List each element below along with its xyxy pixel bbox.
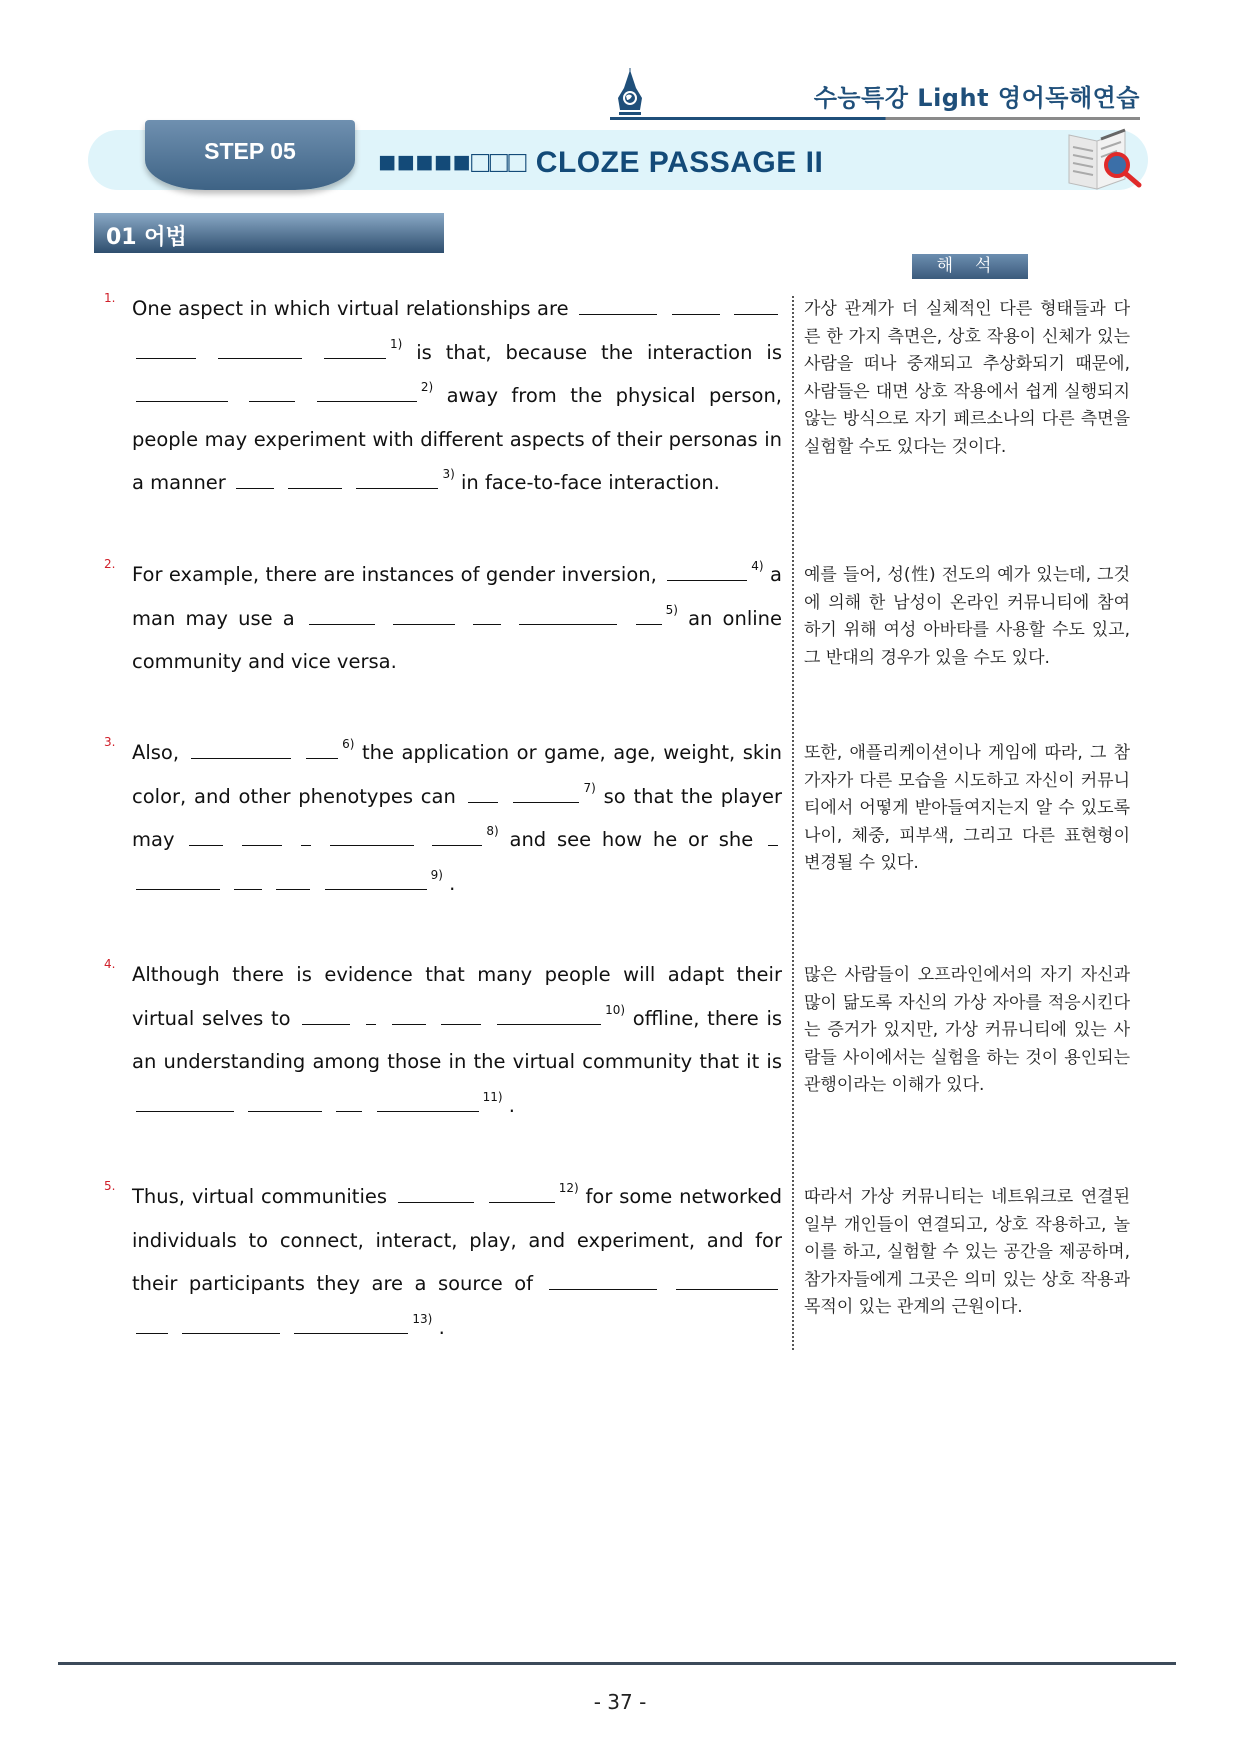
answer-blank[interactable] xyxy=(306,739,338,760)
book-title-header xyxy=(610,68,1140,120)
page-number: - 37 - xyxy=(593,1690,647,1714)
answer-blank[interactable] xyxy=(324,338,386,359)
answer-blank[interactable] xyxy=(234,869,262,890)
question-2 xyxy=(104,553,783,684)
question-1 xyxy=(104,287,783,505)
answer-blank[interactable] xyxy=(513,782,579,803)
answer-blank[interactable] xyxy=(497,1004,601,1025)
answer-blank[interactable] xyxy=(356,469,438,490)
translation-5: 따라서 가상 커뮤니티는 네트워크로 연결된 일부 개인들이 연결되고, 상호 작용하고, 놀이를 하고, 실험할 수 있는 공간을 제공하며, 참가자들에게 그곳은 의미 있는 상호 작용과 목적이 있는 관계의 근원이다. xyxy=(804,1187,1130,1317)
answer-blank[interactable] xyxy=(136,338,196,359)
pen-nib-globe-icon xyxy=(614,68,646,116)
footer-rule xyxy=(58,1662,1176,1665)
blank-number: 9) xyxy=(430,867,443,882)
question-number: 1. xyxy=(104,291,116,305)
answer-blank[interactable] xyxy=(398,1183,474,1204)
answer-blank[interactable] xyxy=(317,382,417,403)
column-divider xyxy=(792,296,794,1350)
answer-blank[interactable] xyxy=(667,561,747,582)
blank-number: 2) xyxy=(420,380,434,394)
answer-blank[interactable] xyxy=(377,1091,479,1112)
translation-badge: 해석 xyxy=(912,254,1028,279)
blank-number: 3) xyxy=(442,467,455,481)
newspaper-magnifier-icon xyxy=(1055,123,1145,193)
question-number: 4. xyxy=(104,957,116,971)
answer-blank[interactable] xyxy=(248,1091,322,1112)
answer-blank[interactable] xyxy=(218,338,302,359)
answer-blank[interactable] xyxy=(236,469,274,490)
answer-blank[interactable] xyxy=(136,1313,168,1334)
answer-blank[interactable] xyxy=(519,604,617,625)
answer-blank[interactable] xyxy=(301,826,311,847)
answer-blank[interactable] xyxy=(432,826,482,847)
section-header xyxy=(94,213,444,253)
answer-blank[interactable] xyxy=(302,1004,350,1025)
blank-number: 8) xyxy=(486,824,499,838)
answer-blank[interactable] xyxy=(473,604,501,625)
answer-blank[interactable] xyxy=(672,295,720,316)
answer-blank[interactable] xyxy=(309,604,375,625)
question-text: Although there is evidence that many people will adapt their virtual selves to $^{10)}$ offline, there is an understanding among those in the virtual community that it is $^{11)}$ . xyxy=(132,963,783,1117)
answer-blank[interactable] xyxy=(468,782,498,803)
answer-blank[interactable] xyxy=(549,1270,657,1291)
question-number: 5. xyxy=(104,1179,116,1193)
blank-number: 5) xyxy=(665,602,678,617)
answer-blank[interactable] xyxy=(249,382,295,403)
blank-number: 11) xyxy=(482,1089,503,1104)
answer-blank[interactable] xyxy=(182,1313,280,1334)
answer-blank[interactable] xyxy=(734,295,778,316)
blank-number: 10) xyxy=(605,1002,626,1017)
question-4 xyxy=(104,953,783,1127)
blank-number: 4) xyxy=(751,559,764,573)
header-rule xyxy=(610,117,1140,120)
blank-number: 13) xyxy=(412,1311,433,1326)
answer-blank[interactable] xyxy=(189,826,223,847)
question-text: Thus, virtual communities $^{12)}$ for some networked individuals to connect, interact, play, and experiment, and for their participants they are a source of $^{13)}$ . xyxy=(132,1181,783,1339)
blank-number: 6) xyxy=(342,737,355,751)
step-tab xyxy=(145,120,355,190)
answer-blank[interactable] xyxy=(579,295,657,316)
question-number: 3. xyxy=(104,735,116,749)
question-3 xyxy=(104,731,782,905)
blank-number: 12) xyxy=(558,1181,579,1195)
answer-blank[interactable] xyxy=(294,1313,408,1334)
section-title: 01 어법 xyxy=(106,225,187,250)
question-text: Also, $^{6)}$ the application or game, age, weight, skin color, and other phenotypes can $^{7)}$ so that the player may $^{8)}$ and see how he or she $^{9)}$ . xyxy=(132,737,782,895)
translation-1: 가상 관계가 더 실체적인 다른 형태들과 다른 한 가지 측면은, 상호 작용이 신체가 있는 사람을 떠나 중재되고 추상화되기 때문에, 사람들은 대면 상호 작용에서 쉽게 실행되지 않는 방식으로 자기 페르소나의 다른 측면을 실험할 수도 있다는 것이다. xyxy=(804,299,1130,457)
answer-blank[interactable] xyxy=(136,869,220,890)
answer-blank[interactable] xyxy=(330,826,414,847)
answer-blank[interactable] xyxy=(288,469,342,490)
answer-blank[interactable] xyxy=(336,1091,362,1112)
answer-blank[interactable] xyxy=(441,1004,481,1025)
book-title-text: 수능특강 Light 영어독해연습 xyxy=(813,84,1140,112)
banner-title: ■■■■■□□□ CLOZE PASSAGE II xyxy=(378,146,824,179)
answer-blank[interactable] xyxy=(276,869,310,890)
answer-blank[interactable] xyxy=(393,604,455,625)
answer-blank[interactable] xyxy=(136,382,228,403)
answer-blank[interactable] xyxy=(676,1270,778,1291)
question-5 xyxy=(104,1175,783,1349)
translation-3: 또한, 애플리케이션이나 게임에 따라, 그 참가자가 다른 모습을 시도하고 자신이 커뮤니티에서 어떻게 받아들여지는지 알 수 있도록 나이, 체중, 피부색, 그리고 다른 표현형이 변경될 수 있다. xyxy=(804,743,1130,873)
question-text: One aspect in which virtual relationships are $^{1)}$ is that, because the interaction is $^{2)}$ away from the physical person, people may experiment with different aspects of their personas in a manner $^{3)}$ in face-to-face interaction. xyxy=(132,297,782,494)
blank-number: 1) xyxy=(389,336,403,351)
answer-blank[interactable] xyxy=(242,826,282,847)
step-label: STEP 05 xyxy=(204,138,296,164)
answer-blank[interactable] xyxy=(136,1091,234,1112)
translation-2: 예를 들어, 성(性) 전도의 예가 있는데, 그것에 의해 한 남성이 온라인 커뮤니티에 참여하기 위해 여성 아바타를 사용할 수도 있고, 그 반대의 경우가 있을 수도 있다. xyxy=(804,565,1130,668)
question-text: For example, there are instances of gender inversion, $^{4)}$ a man may use a $^{5)}$ an online community and vice versa. xyxy=(132,559,783,673)
answer-blank[interactable] xyxy=(636,604,662,625)
answer-blank[interactable] xyxy=(366,1004,376,1025)
blank-number: 7) xyxy=(583,780,596,795)
answer-blank[interactable] xyxy=(489,1183,555,1204)
answer-blank[interactable] xyxy=(191,739,291,760)
question-number: 2. xyxy=(104,557,116,571)
answer-blank[interactable] xyxy=(392,1004,426,1025)
answer-blank[interactable] xyxy=(325,869,427,890)
answer-blank[interactable] xyxy=(768,826,778,847)
translation-4: 많은 사람들이 오프라인에서의 자기 자신과 많이 닮도록 자신의 가상 자아를 적응시킨다는 증거가 있지만, 가상 커뮤니티에 있는 사람들 사이에서는 실험을 하는 것이 용인되는 관행이라는 이해가 있다. xyxy=(804,965,1130,1095)
